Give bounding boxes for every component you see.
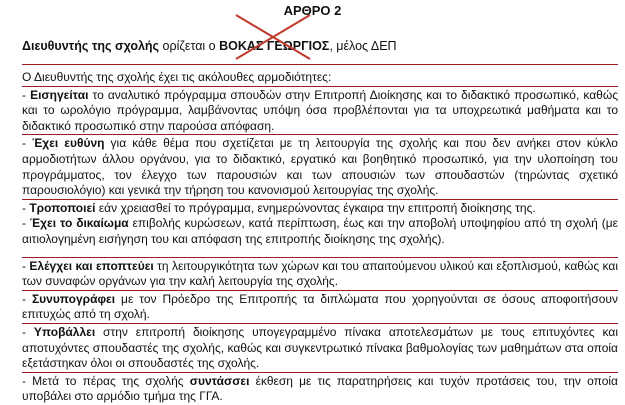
director-line — [22, 39, 397, 53]
article-title: ΑΡΘΡΟ 2 — [283, 3, 342, 18]
intro-line: Ο Διευθυντής της σχολής έχει τις ακόλουθες αρμοδιότητες: — [22, 70, 332, 84]
duty-item: - Έχει το δικαίωμα επιβολής κυρώσεων, κατά περίπτωση, έως και την αποβολή υποψηφίου από τη σχολή (με αιτιολογημένη εισήγηση του και απόφαση της επιτροπής διοίκησης της σχολής). — [22, 216, 618, 246]
red-rule — [22, 64, 618, 65]
director-middle-text: ορίζεται ο — [159, 39, 220, 53]
duty-item: - Συνυπογράφει με τον Πρόεδρο της Επιτροπής τα διπλώματα που χορηγούνται σε όσους αποφοιτήσουν επιτυχώς από τη σχολή. — [22, 291, 618, 322]
strike-cross-mark — [232, 12, 314, 62]
duty-item: - Τροποποιεί εάν χρειασθεί το πρόγραμμα, ενημερώνοντας έγκαιρα την επιτροπή διοίκησης της. — [22, 199, 618, 217]
duty-item: - Ελέγχει και εποπτεύει τη λειτουργικότητα των χώρων και του απαιτούμενου υλικού και εξοπλισμού, καθώς και των συναφών οργάνων για την καλή λειτουργία της σχολής. — [22, 258, 618, 289]
director-label: Διευθυντής της σχολής — [22, 39, 160, 53]
duty-item: - Έχει ευθύνη για κάθε θέμα που σχετίζεται με τη λειτουργία της σχολής και που δεν ανήκει στον κύκλο αρμοδιοτήτων άλλου οργάνου, για το διδακτικό, εργατικό και βοηθητικό προσωπικό, για την υλοποίηση του προγράμματος, τον έλεγχο των παρουσιών και των απουσιών των σπουδαστών (τηρώντας σχετικό παρουσιολόγιο) και γενικά την τήρηση του κανονισμού λειτουργίας της σχολής. — [22, 136, 618, 198]
director-suffix: , μέλος ΔΕΠ — [329, 39, 397, 53]
article-body — [22, 70, 618, 405]
duty-item: - Εισηγείται το αναλυτικό πρόγραμμα σπουδών στην Επιτροπή Διοίκησης και το διδακτικό προσωπικό, καθώς και το ωρολόγιο πρόγραμμα, λαμβάνοντας υπόψη όσα προβλέπονται για τα υποχρεωτικά μαθήματα και το διδακτικό προσωπικό στην παρούσα απόφαση. — [22, 87, 618, 133]
duty-item: - Υποβάλλει στην επιτροπή διοίκησης υπογεγραμμένο πίνακα αποτελεσμάτων με τους επιτυχόντες και αποτυχόντες σπουδαστές της σχολής, καθώς και συγκεντρωτικό πίνακα βαθμολογίας των μαθημάτων στα οποία εξετάστηκαν όλοι οι σπουδαστές της σχολής. — [22, 324, 618, 371]
director-name: ΒΟΚΑΣ ΓΕΩΡΓΙΟΣ — [219, 39, 330, 53]
duty-item: - Μετά το πέρας της σχολής συντάσσει έκθεση με τις παρατηρήσεις και τυχόν προτάσεις του, την οποία υποβάλει στο αρμόδιο τμήμα της ΓΓΑ. — [22, 373, 618, 404]
